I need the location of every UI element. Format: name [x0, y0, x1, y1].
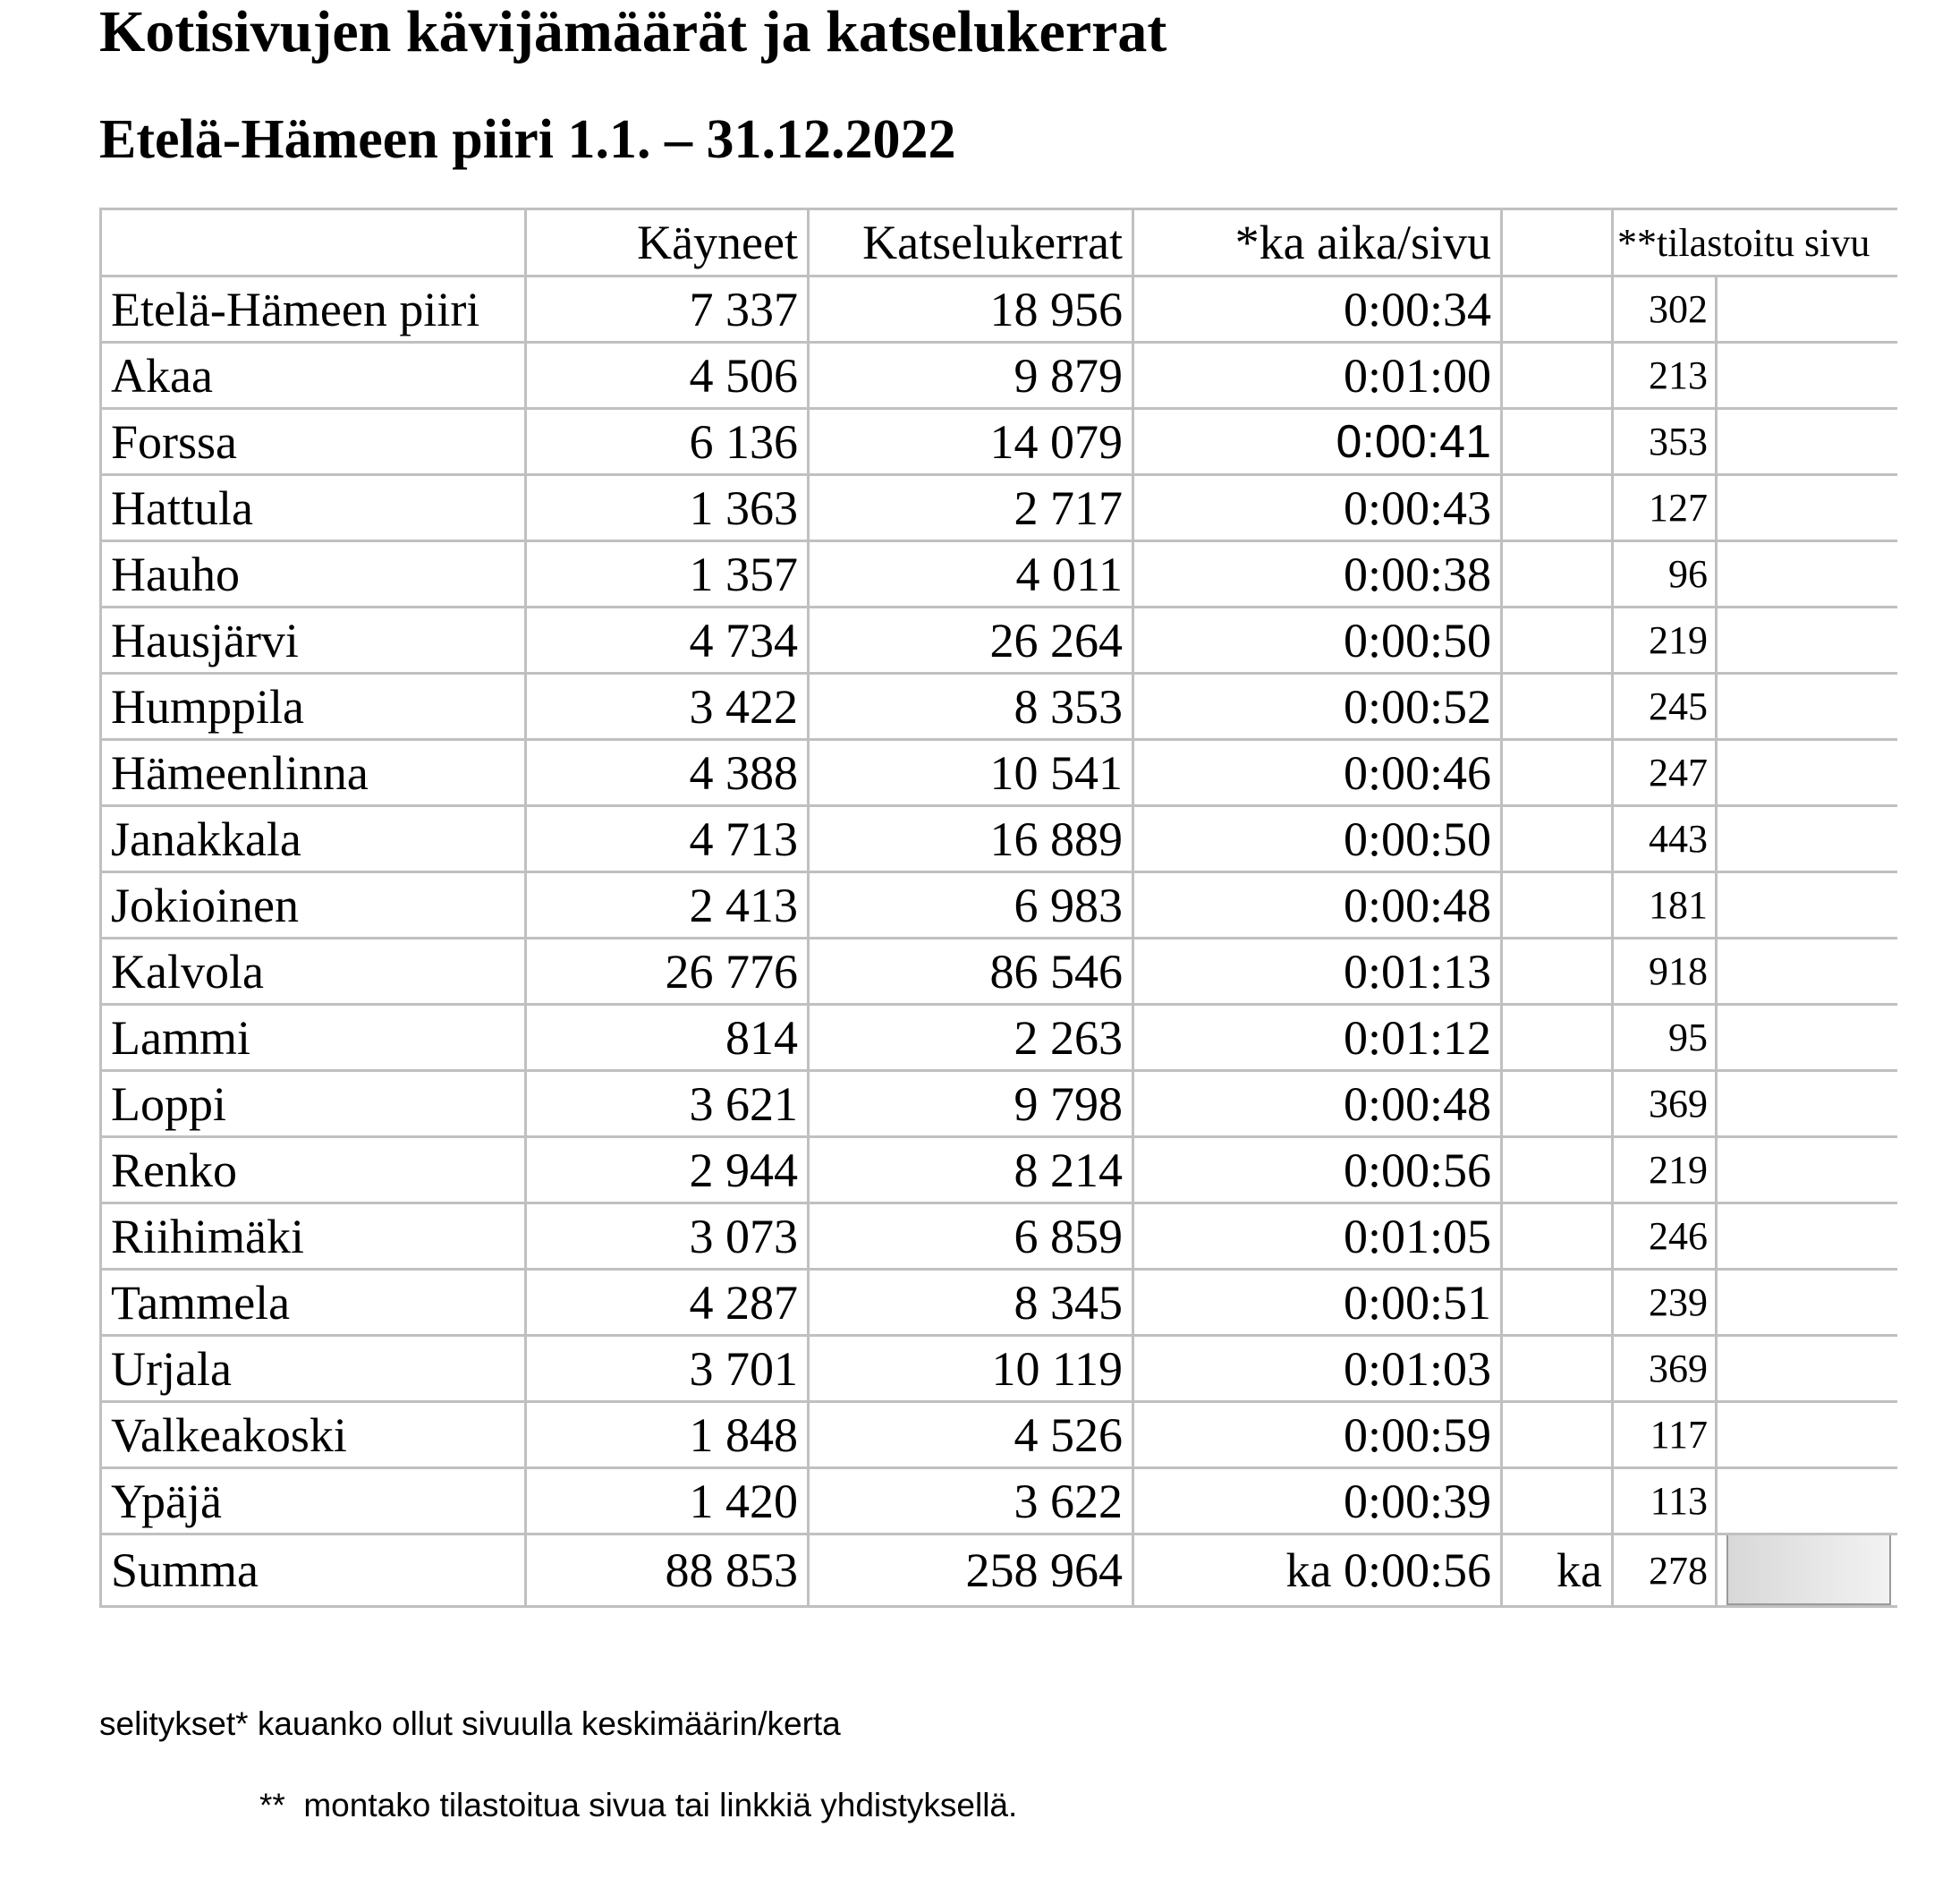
row-pages: 369 — [1613, 1336, 1717, 1402]
table-header-row — [101, 209, 1898, 276]
row-time: 0:00:46 — [1133, 740, 1502, 806]
row-time: 0:00:41 — [1133, 409, 1502, 475]
row-name: Humppila — [101, 674, 526, 740]
table-row — [101, 1005, 1898, 1071]
row-pages: 95 — [1613, 1005, 1717, 1071]
row-pages: 113 — [1613, 1468, 1717, 1534]
table-row — [101, 409, 1898, 475]
table-row — [101, 872, 1898, 939]
row-visits: 7 337 — [526, 276, 809, 343]
row-empty-cell — [1717, 343, 1898, 409]
row-views: 4 011 — [809, 541, 1133, 608]
row-visits: 1 848 — [526, 1402, 809, 1468]
row-empty-cell — [1717, 1137, 1898, 1203]
row-pages: 219 — [1613, 608, 1717, 674]
row-views: 18 956 — [809, 276, 1133, 343]
row-name: Hausjärvi — [101, 608, 526, 674]
row-name: Kalvola — [101, 939, 526, 1005]
row-time: 0:00:52 — [1133, 674, 1502, 740]
row-name: Urjala — [101, 1336, 526, 1402]
row-empty-cell — [1717, 475, 1898, 541]
row-visits: 814 — [526, 1005, 809, 1071]
row-empty-cell — [1717, 1071, 1898, 1137]
table-row — [101, 276, 1898, 343]
row-visits: 3 073 — [526, 1203, 809, 1270]
row-pages: 96 — [1613, 541, 1717, 608]
header-visits: Käyneet — [526, 209, 809, 276]
table-row — [101, 1336, 1898, 1402]
row-views: 3 622 — [809, 1468, 1133, 1534]
row-pages: 278 — [1613, 1534, 1717, 1607]
row-pages: 353 — [1613, 409, 1717, 475]
row-name: Hauho — [101, 541, 526, 608]
row-name: Tammela — [101, 1270, 526, 1336]
row-empty-cell — [1717, 1005, 1898, 1071]
row-name: Akaa — [101, 343, 526, 409]
row-visits: 6 136 — [526, 409, 809, 475]
row-views: 8 353 — [809, 674, 1133, 740]
row-views: 14 079 — [809, 409, 1133, 475]
table-row — [101, 475, 1898, 541]
row-extra-label — [1502, 343, 1613, 409]
table-row — [101, 343, 1898, 409]
table-row — [101, 806, 1898, 872]
row-extra-label — [1502, 1402, 1613, 1468]
row-views: 26 264 — [809, 608, 1133, 674]
row-extra-label — [1502, 1468, 1613, 1534]
row-extra-label — [1502, 939, 1613, 1005]
row-views: 16 889 — [809, 806, 1133, 872]
row-views: 6 859 — [809, 1203, 1133, 1270]
row-time: 0:00:48 — [1133, 872, 1502, 939]
row-visits: 3 422 — [526, 674, 809, 740]
table-row — [101, 1402, 1898, 1468]
row-views: 9 879 — [809, 343, 1133, 409]
table-row — [101, 939, 1898, 1005]
table-body — [101, 276, 1898, 1607]
row-views: 2 717 — [809, 475, 1133, 541]
row-visits: 2 944 — [526, 1137, 809, 1203]
row-name: Hämeenlinna — [101, 740, 526, 806]
row-time: 0:01:00 — [1133, 343, 1502, 409]
row-time: 0:00:50 — [1133, 608, 1502, 674]
row-pages: 443 — [1613, 806, 1717, 872]
row-visits: 3 621 — [526, 1071, 809, 1137]
row-time: 0:00:56 — [1133, 1137, 1502, 1203]
row-views: 8 345 — [809, 1270, 1133, 1336]
row-extra-label — [1502, 1270, 1613, 1336]
row-extra-label — [1502, 1336, 1613, 1402]
row-name: Forssa — [101, 409, 526, 475]
row-pages: 245 — [1613, 674, 1717, 740]
row-empty-cell — [1717, 740, 1898, 806]
row-extra-label — [1502, 872, 1613, 939]
shaded-box — [1726, 1534, 1891, 1606]
row-time: 0:00:51 — [1133, 1270, 1502, 1336]
row-visits: 2 413 — [526, 872, 809, 939]
row-name: Riihimäki — [101, 1203, 526, 1270]
table-row — [101, 1468, 1898, 1534]
header-blank — [1502, 209, 1613, 276]
row-empty-cell — [1717, 1336, 1898, 1402]
row-empty-cell — [1717, 1203, 1898, 1270]
row-time: 0:01:03 — [1133, 1336, 1502, 1402]
table-row — [101, 1137, 1898, 1203]
row-visits: 88 853 — [526, 1534, 809, 1607]
footnote-2: ** montako tilastoitua sivua tai linkkiä yhdistyksellä. — [259, 1787, 1018, 1823]
row-pages: 302 — [1613, 276, 1717, 343]
row-views: 10 119 — [809, 1336, 1133, 1402]
row-extra-label — [1502, 409, 1613, 475]
row-name: Lammi — [101, 1005, 526, 1071]
row-name: Valkeakoski — [101, 1402, 526, 1468]
row-extra-label — [1502, 276, 1613, 343]
row-visits: 4 506 — [526, 343, 809, 409]
table-row — [101, 1203, 1898, 1270]
row-extra-label — [1502, 541, 1613, 608]
statistics-table-container — [99, 208, 1897, 1657]
row-pages: 127 — [1613, 475, 1717, 541]
table-row — [101, 608, 1898, 674]
header-name — [101, 209, 526, 276]
row-time: 0:00:59 — [1133, 1402, 1502, 1468]
table-row — [101, 541, 1898, 608]
row-name: Summa — [101, 1534, 526, 1607]
row-visits: 4 388 — [526, 740, 809, 806]
row-time: 0:00:48 — [1133, 1071, 1502, 1137]
row-name: Ypäjä — [101, 1468, 526, 1534]
row-time: 0:01:12 — [1133, 1005, 1502, 1071]
header-pages: **tilastoitu sivu — [1613, 209, 1898, 276]
row-empty-cell — [1717, 939, 1898, 1005]
row-pages: 181 — [1613, 872, 1717, 939]
row-pages: 918 — [1613, 939, 1717, 1005]
row-extra-label — [1502, 1005, 1613, 1071]
row-pages: 117 — [1613, 1402, 1717, 1468]
row-empty-cell — [1717, 1534, 1898, 1607]
row-name: Jokioinen — [101, 872, 526, 939]
row-visits: 4 713 — [526, 806, 809, 872]
row-empty-cell — [1717, 541, 1898, 608]
table-row — [101, 674, 1898, 740]
row-pages: 219 — [1613, 1137, 1717, 1203]
row-empty-cell — [1717, 872, 1898, 939]
row-pages: 213 — [1613, 343, 1717, 409]
row-extra-label — [1502, 806, 1613, 872]
page-subtitle: Etelä-Hämeen piiri 1.1. – 31.12.2022 — [99, 109, 956, 170]
row-visits: 4 734 — [526, 608, 809, 674]
row-visits: 26 776 — [526, 939, 809, 1005]
row-views: 6 983 — [809, 872, 1133, 939]
row-views: 258 964 — [809, 1534, 1133, 1607]
row-empty-cell — [1717, 276, 1898, 343]
table-row — [101, 1071, 1898, 1137]
row-time: 0:00:34 — [1133, 276, 1502, 343]
row-extra-label — [1502, 608, 1613, 674]
row-visits: 1 363 — [526, 475, 809, 541]
row-views: 8 214 — [809, 1137, 1133, 1203]
row-visits: 1 420 — [526, 1468, 809, 1534]
row-time: 0:01:05 — [1133, 1203, 1502, 1270]
row-empty-cell — [1717, 1402, 1898, 1468]
row-empty-cell — [1717, 674, 1898, 740]
row-extra-label — [1502, 475, 1613, 541]
row-pages: 247 — [1613, 740, 1717, 806]
row-extra-label — [1502, 1203, 1613, 1270]
row-time: 0:00:39 — [1133, 1468, 1502, 1534]
row-pages: 246 — [1613, 1203, 1717, 1270]
row-extra-label — [1502, 674, 1613, 740]
row-views: 4 526 — [809, 1402, 1133, 1468]
row-pages: 369 — [1613, 1071, 1717, 1137]
row-time: 0:00:50 — [1133, 806, 1502, 872]
row-time: ka 0:00:56 — [1133, 1534, 1502, 1607]
row-empty-cell — [1717, 806, 1898, 872]
row-empty-cell — [1717, 1270, 1898, 1336]
row-extra-label — [1502, 1071, 1613, 1137]
row-name: Loppi — [101, 1071, 526, 1137]
row-views: 9 798 — [809, 1071, 1133, 1137]
row-views: 10 541 — [809, 740, 1133, 806]
row-time: 0:00:38 — [1133, 541, 1502, 608]
row-name: Renko — [101, 1137, 526, 1203]
row-time: 0:00:43 — [1133, 475, 1502, 541]
row-empty-cell — [1717, 608, 1898, 674]
row-visits: 3 701 — [526, 1336, 809, 1402]
row-views: 2 263 — [809, 1005, 1133, 1071]
statistics-table — [99, 208, 1897, 1608]
row-empty-cell — [1717, 1468, 1898, 1534]
row-pages: 239 — [1613, 1270, 1717, 1336]
row-visits: 1 357 — [526, 541, 809, 608]
table-row — [101, 1534, 1898, 1607]
page-title: Kotisivujen kävijämäärät ja katselukerrat — [99, 0, 1167, 64]
header-views: Katselukerrat — [809, 209, 1133, 276]
row-extra-label — [1502, 740, 1613, 806]
row-visits: 4 287 — [526, 1270, 809, 1336]
row-extra-label — [1502, 1137, 1613, 1203]
row-time: 0:01:13 — [1133, 939, 1502, 1005]
row-name: Janakkala — [101, 806, 526, 872]
row-empty-cell — [1717, 409, 1898, 475]
table-row — [101, 740, 1898, 806]
row-views: 86 546 — [809, 939, 1133, 1005]
table-row — [101, 1270, 1898, 1336]
header-time: *ka aika/sivu — [1133, 209, 1502, 276]
row-extra-label: ka — [1502, 1534, 1613, 1607]
row-name: Hattula — [101, 475, 526, 541]
footnote-1: selitykset* kauanko ollut sivuulla keskimäärin/kerta — [99, 1705, 841, 1742]
row-name: Etelä-Hämeen piiri — [101, 276, 526, 343]
